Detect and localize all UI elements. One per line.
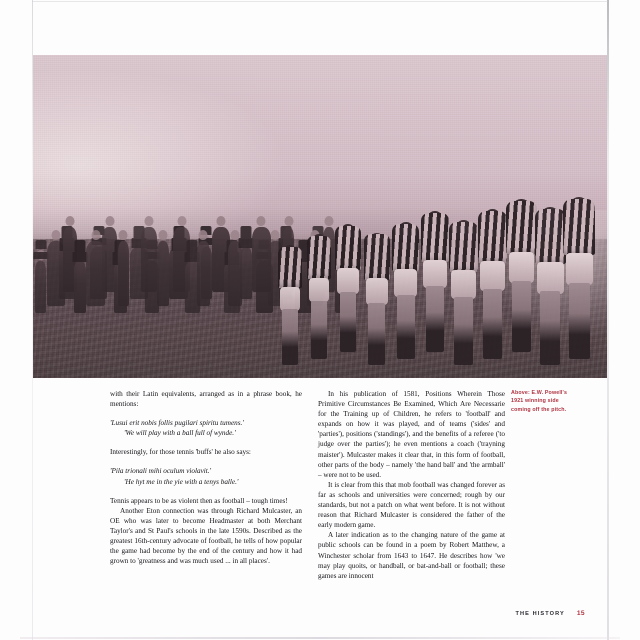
photo-spectator-head — [105, 216, 114, 226]
photo-player-shorts — [566, 253, 593, 285]
photo-player-shorts — [366, 278, 388, 305]
photo-spectator-head — [91, 230, 100, 240]
photo-spectator-head — [36, 250, 45, 260]
photo-player — [478, 209, 508, 358]
photo-player — [563, 197, 595, 359]
photo-player-shorts — [509, 252, 535, 283]
photo-spectator-head — [199, 230, 208, 240]
latin-quote-2-line1: 'Pila trionali mihi oculum violavit.' — [110, 467, 212, 476]
paragraph-left-1: with their Latin equivalents, arranged as in a phrase book, he mentions: — [110, 390, 302, 409]
page-edge-top — [32, 1, 608, 2]
photo-player-striped-shirt — [335, 226, 361, 271]
photo-player-shorts — [537, 262, 563, 294]
photo-caption — [511, 389, 569, 414]
photo-player-legs — [426, 286, 444, 352]
photo-player-striped-shirt — [392, 224, 419, 271]
photo-player-legs — [483, 289, 502, 359]
photo-player-striped-shirt — [535, 209, 567, 264]
photo-spectator-head — [65, 216, 74, 226]
photo-player-legs — [340, 292, 356, 352]
photo-player-shorts — [394, 269, 417, 296]
running-head: THE HISTORY — [515, 611, 565, 617]
photo-spectator-head — [271, 230, 280, 240]
photo-player — [307, 234, 332, 358]
photo-player-striped-shirt — [364, 234, 391, 280]
photo-player-legs — [397, 295, 415, 359]
photo-spectator — [86, 241, 105, 306]
photo-spectator-head — [284, 216, 293, 226]
photo-player-striped-shirt — [307, 236, 332, 279]
photo-top-hat — [35, 240, 46, 249]
page-number: 15 — [576, 610, 585, 617]
photo-player-legs — [311, 301, 327, 359]
photo-player-legs — [368, 303, 385, 365]
photo-spectator-head — [217, 216, 226, 226]
caption-text: Above: E.W. Powell's 1921 winning side coming off the pitch. — [511, 390, 568, 413]
photo-top-hat — [75, 240, 86, 252]
photo-spectator-head — [119, 230, 128, 240]
photo-player-striped-shirt — [449, 222, 478, 272]
paragraph-right-3: A later indication as to the changing nature of the game at public schools can be found in a poem by Robert Matthew, a Winchester scholar from 1643 to 1647. He describes how 'we may play quoits, or handball, or bat-and-ball or football; these games are innocent — [318, 531, 505, 580]
photo-spectator-head — [231, 230, 240, 240]
photo-player-striped-shirt — [421, 213, 449, 262]
photo-spectator — [197, 241, 210, 306]
photo-player-shorts — [309, 278, 330, 303]
photo-player — [421, 211, 449, 352]
historic-football-photograph — [33, 55, 607, 378]
photo-spectator-head — [159, 230, 168, 240]
photo-spectator — [141, 227, 157, 292]
photo-player-legs — [512, 281, 532, 353]
photo-spectator-head — [145, 216, 154, 226]
page-footer — [0, 610, 607, 617]
photo-spectator — [35, 261, 46, 313]
latin-quote-1-line2: 'We will play with a ball full of wynde.' — [124, 429, 236, 438]
photo-spectator — [157, 241, 169, 306]
photo-player — [392, 222, 419, 359]
photo-player-legs — [282, 309, 297, 365]
photo-player-legs — [454, 297, 473, 365]
photo-spectator — [252, 227, 271, 292]
photo-player-shorts — [280, 287, 300, 311]
photo-spectator — [74, 261, 86, 313]
photo-player — [364, 233, 391, 366]
photo-players-line — [274, 55, 607, 378]
text-column-left — [110, 389, 302, 566]
photo-player-striped-shirt — [278, 247, 302, 289]
photo-player — [449, 220, 478, 365]
paragraph-left-2: Interestingly, for those tennis 'buffs' he also says: — [110, 448, 251, 457]
photo-player-shorts — [423, 260, 447, 288]
latin-quote-1 — [110, 418, 302, 438]
body-text — [0, 389, 640, 604]
paragraph-right-2: It is clear from this that mob football was changed forever as far as schools and universities were concerned; rough by our standards, but not a patch on what went before. It is not without reason that Richard Mulcaster is considered the father of the early modern game. — [318, 480, 505, 530]
photo-player-shorts — [480, 261, 505, 291]
photo-spectator-head — [177, 216, 186, 226]
photo-player-shorts — [451, 270, 475, 299]
photo-player-shorts — [337, 268, 359, 294]
photo-top-hat — [241, 226, 252, 238]
photo-spectator-head — [257, 216, 266, 226]
paragraph-left-4: Another Eton connection was through Richard Mulcaster, an OE who was later to become Headmaster at both Merchant Taylor's and St Paul's schools in the late 1590s. Described as the greatest 16th-century advocate of football, he tells of how popular the game had become by the end of the century and how it had grown to 'greatness and was much used ... in all places'. — [110, 506, 302, 566]
latin-quote-1-line1: 'Lusui erit nobis follis pugilari spiritu tumens.' — [110, 419, 244, 428]
photo-spectator-head — [324, 216, 333, 226]
paragraph-right-1: In his publication of 1581, Positions Wherein Those Primitive Circumstances Be Examined, Which Are Necessarie for the Training up of Children, he refers to 'football' and expands on how it was played, and of teams ('sides' and 'parties'), positions ('standings'), and the benefits of a referee ('to judge over the parties'); he even mentions a coach ('trayning maister'). Mulcaster makes it clear that, in this form of football, other parts of the body – namely 'the hand ball' and 'the armball' – were not to be used. — [318, 390, 505, 479]
photo-player — [278, 245, 302, 365]
photo-spectator — [118, 241, 129, 306]
photo-player-striped-shirt — [506, 201, 537, 254]
page-edge-bottom — [20, 637, 620, 639]
photo-player-legs — [569, 283, 590, 359]
latin-quote-2 — [110, 466, 302, 486]
photo-player-legs — [540, 291, 560, 365]
photo-player-striped-shirt — [478, 211, 508, 263]
photo-spectator — [240, 247, 252, 299]
photo-player-striped-shirt — [563, 199, 595, 255]
text-column-right — [318, 389, 505, 581]
photo-player — [506, 199, 537, 353]
photo-player — [335, 224, 361, 352]
photo-spectator-head — [51, 230, 60, 240]
paragraph-left-3: Tennis appears to be as violent then as football – tough times! — [110, 496, 288, 505]
latin-quote-2-line2: 'He hyt me in the yie with a tenys balle.' — [124, 477, 239, 486]
photo-player — [535, 207, 567, 365]
